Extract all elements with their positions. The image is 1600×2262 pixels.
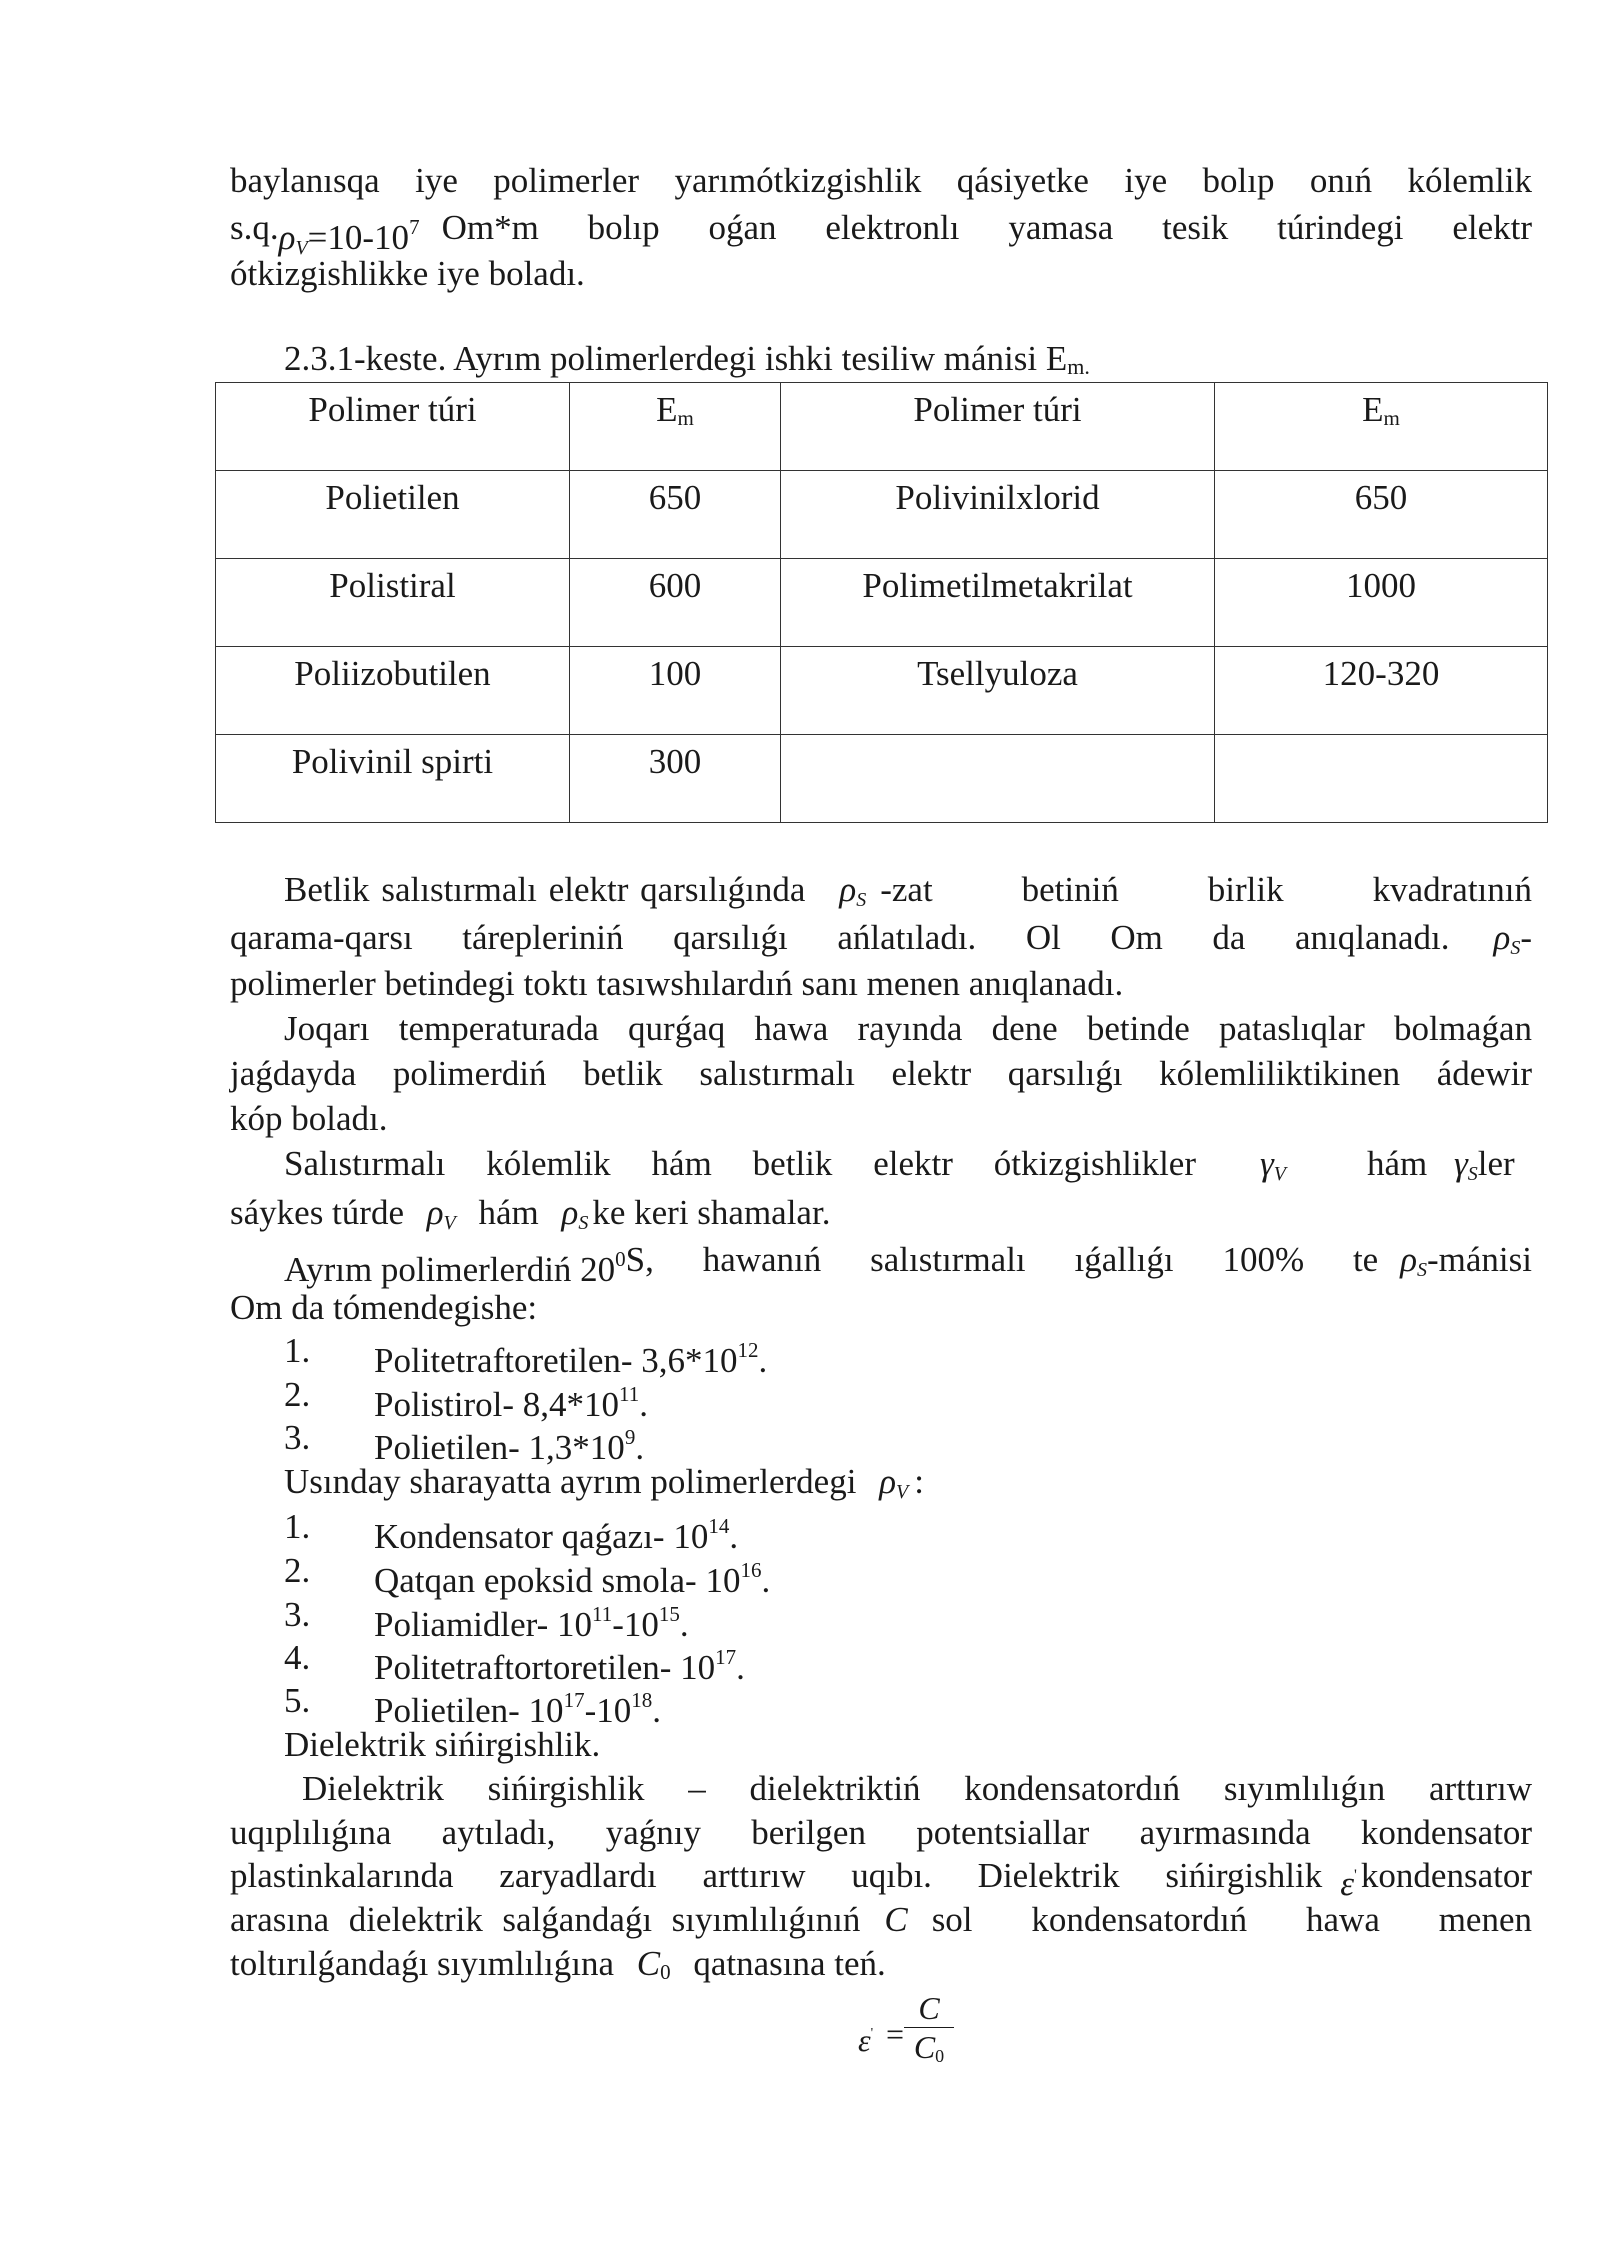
prime-mark: '	[870, 2026, 874, 2041]
exponent: 17	[715, 1645, 737, 1669]
table-cell	[1215, 735, 1548, 823]
period: .	[761, 1561, 771, 1600]
rho-symbol: ρ	[839, 870, 857, 909]
table-row	[216, 559, 1548, 647]
header-em-2	[1215, 383, 1547, 441]
range-dash: -10	[584, 1691, 632, 1730]
intro-exponent: 7	[409, 215, 420, 239]
rho-symbol: ρ	[1493, 918, 1511, 957]
para3-text-b: ke keri shamalar.	[592, 1193, 831, 1232]
para2-line-2: jaǵdayda polimerdiń betlik salıstırmalı elektr qarsılıǵı kólemliliktikinen ádewir	[230, 1054, 1532, 1093]
exponent: 17	[563, 1688, 585, 1712]
table-row	[216, 647, 1548, 735]
ham-word: hám	[1367, 1144, 1428, 1183]
cell-text: Poliizobutilen	[294, 654, 491, 693]
list-item-text: Kondensator qaǵazı- 10	[374, 1517, 709, 1556]
para1-text-line2: qarama-qarsı tárepleriniń qarsılıǵı ańlatıladı. Ol Om da anıqlanadı.	[230, 918, 1450, 957]
cell-text: Polivinil spirti	[291, 742, 494, 781]
rho-symbol: ρ	[879, 1462, 897, 1501]
table-cell	[216, 735, 570, 823]
fraction-bar	[904, 2027, 954, 2028]
para4-a: Ayrım polimerlerdiń 20	[284, 1250, 616, 1289]
rho-sub-s: S	[856, 889, 867, 911]
list-number: 3.	[284, 1418, 311, 1457]
para3-text-a: Salıstırmalı kólemlik hám betlik elektr ótkizgishlikler	[284, 1144, 1196, 1183]
table-cell	[216, 471, 570, 559]
para2-line-3: kóp boladı.	[230, 1099, 388, 1138]
rho-symbol: ρ	[278, 218, 296, 257]
intro-sq: s.q.	[230, 208, 279, 247]
caption-sub: m.	[1067, 354, 1090, 379]
list-item-text: Poliamidler- 10	[374, 1605, 593, 1644]
table-cell	[570, 735, 781, 823]
list-number: 1.	[284, 1331, 311, 1370]
cell-text: 650	[648, 478, 702, 517]
caption-text: 2.3.1-keste. Ayrım polimerlerdegi ishki tesiliw mánisi E	[284, 339, 1068, 378]
table-cell	[781, 647, 1215, 735]
ler-suffix: ler	[1477, 1144, 1515, 1183]
period: .	[729, 1517, 739, 1556]
header-cell	[570, 383, 781, 471]
list-item-text: Polistirol- 8,4*10	[374, 1385, 620, 1424]
epsilon-symbol: ε	[1340, 1864, 1355, 1903]
em-sub: m	[677, 406, 694, 430]
para5-line-4	[230, 1897, 1532, 1942]
period: .	[639, 1385, 649, 1424]
header-cell	[216, 383, 570, 471]
rho-v-symbol	[879, 1462, 908, 1501]
para5-text-4b: sol kondensatordıń hawa menen	[931, 1900, 1532, 1939]
exponent: 11	[619, 1382, 640, 1406]
header-polimer-turi-2: Polimer túri	[913, 390, 1082, 429]
list-item-text: Polietilen- 1,3*10	[374, 1428, 625, 1467]
exponent: 9	[624, 1425, 636, 1449]
em-base: E	[1362, 390, 1384, 429]
para5-text-5a: toltırılǵandaǵı sıyımlılıǵına	[230, 1944, 614, 1983]
fraction-numerator: C	[918, 1990, 940, 2026]
c0-sub: 0	[660, 1960, 671, 1984]
rho-symbol: ρ	[561, 1193, 579, 1232]
intro-line-1	[230, 158, 1532, 203]
exponent: 11	[592, 1602, 613, 1626]
list-item-text: Qatqan epoksid smola- 10	[374, 1561, 741, 1600]
gamma-s-symbol	[1454, 1141, 1515, 1197]
gamma-symbol: γ	[1454, 1144, 1468, 1183]
rho-sub-v: V	[896, 1481, 909, 1503]
range-dash: -10	[612, 1605, 659, 1644]
table-cell	[1215, 647, 1548, 735]
header-em	[570, 383, 780, 441]
capacitance-c0	[637, 1944, 671, 1983]
gamma-v-symbol	[1260, 1141, 1286, 1197]
period: .	[635, 1428, 645, 1467]
para5-text-3b: kondensator	[1360, 1856, 1532, 1895]
table-header-row	[216, 383, 1548, 471]
exponent: 15	[658, 1602, 680, 1626]
cell-text: Polietilen	[325, 478, 460, 517]
para5-text-5b: qatnasına teń.	[693, 1944, 886, 1983]
colon: :	[914, 1462, 924, 1501]
prime-mark: '	[1354, 1867, 1357, 1884]
intro-line-1-text: baylanısqa iye polimerler yarımótkizgishlik qásiyetke iye bolıp onıń kólemlik	[230, 161, 1532, 200]
formula-lhs	[858, 2014, 873, 2060]
table-cell	[781, 471, 1215, 559]
para5-line-2: uqıplılıǵına aytıladı, yaǵnıy berilgen potentsiallar ayırmasında kondensator	[230, 1813, 1532, 1852]
gamma-sub-v: V	[1273, 1163, 1287, 1185]
dash: -	[1520, 918, 1532, 957]
ham-word: hám	[478, 1193, 539, 1232]
epsilon-symbol: ε	[858, 2022, 871, 2058]
para1-text-a: Betlik salıstırmalı elektr qarsılıǵında	[284, 870, 806, 909]
header-cell	[781, 383, 1215, 471]
table-cell	[570, 647, 781, 735]
fraction-denominator	[904, 2029, 954, 2074]
cell-text: Polimetilmetakrilat	[862, 566, 1133, 605]
para1-line-3: polimerler betindegi toktı tasıwshılardıń sanı menen anıqlanadı.	[230, 964, 1124, 1003]
rho-sub-v: V	[443, 1212, 456, 1234]
table-cell	[216, 559, 570, 647]
table-cell	[570, 559, 781, 647]
gamma-sub-s: S	[1467, 1163, 1478, 1185]
rho-v-symbol	[427, 1193, 456, 1232]
den-base: C	[913, 2029, 936, 2065]
table-row	[216, 735, 1548, 823]
cell-text: 100	[648, 654, 702, 693]
equals-sign: =	[886, 2016, 905, 2052]
fraction	[904, 1990, 954, 2074]
table-cell	[1215, 559, 1548, 647]
list-item-text: Politetraftoretilen- 3,6*10	[374, 1341, 738, 1380]
cell-text: Polivinilxlorid	[895, 478, 1100, 517]
para5-line-1: Dielektrik sińirgishlik – dielektriktiń kondensatordıń sıyımlılıǵın arttırıw	[302, 1769, 1532, 1808]
gamma-symbol: γ	[1260, 1144, 1274, 1183]
rho-symbol: ρ	[426, 1193, 444, 1232]
degree-sup: 0	[615, 1247, 626, 1271]
em-base: E	[656, 390, 678, 429]
exponent: 16	[740, 1558, 762, 1582]
header-polimer-turi: Polimer túri	[308, 390, 477, 429]
cell-text: Polistiral	[329, 566, 456, 605]
rho-sub-v: V	[295, 237, 308, 259]
table-cell	[570, 471, 781, 559]
rho-s-symbol	[562, 1193, 589, 1232]
list-number: 4.	[284, 1638, 311, 1677]
em-sub: m	[1383, 406, 1400, 430]
cell-text	[781, 735, 1214, 739]
rho-sub-s: S	[1510, 937, 1521, 959]
list-number: 2.	[284, 1551, 311, 1590]
intro-line-3: ótkizgishlikke iye boladı.	[230, 254, 585, 293]
rho-symbol: ρ	[1400, 1240, 1418, 1279]
table-cell	[1215, 471, 1548, 559]
cell-text: 120-320	[1322, 654, 1440, 693]
period: .	[679, 1605, 689, 1644]
cell-text: 300	[648, 742, 702, 781]
cell-text: 650	[1354, 478, 1408, 517]
para5-text-4a: arasına dielektrik salǵandaǵı sıyımlılıǵınıń	[230, 1900, 861, 1939]
para1-text-b: -zat betiniń birlik kvadratınıń	[880, 870, 1532, 909]
table-cell	[781, 735, 1215, 823]
para4-b: S, hawanıń salıstırmalı ıǵallıǵı 100% te	[625, 1240, 1379, 1279]
para4-line-2: Om da tómendegishe:	[230, 1288, 538, 1327]
para5-text-3a: plastinkalarında zaryadlardı arttırıw uqıbı. Dielektrik sińirgishlik	[230, 1856, 1323, 1895]
c0-base: C	[636, 1944, 661, 1983]
cell-text: Tsellyuloza	[917, 654, 1078, 693]
capacitance-c: C	[884, 1900, 908, 1939]
para3-saykes: sáykes túrde	[230, 1193, 404, 1232]
exponent: 14	[708, 1514, 730, 1538]
list-number: 5.	[284, 1681, 311, 1720]
period: .	[758, 1341, 768, 1380]
header-cell	[1215, 383, 1548, 471]
cell-text: 1000	[1346, 566, 1416, 605]
exponent: 12	[737, 1338, 759, 1362]
list-item-text: Politetraftortoretilen- 10	[374, 1648, 716, 1687]
intro-line-2-rest: Om*m bolıp oǵan elektronlı yamasa tesik túrindegi elektr	[441, 208, 1532, 247]
table-row	[216, 471, 1548, 559]
usinday-text: Usınday sharayatta ayrım polimerlerdegi	[284, 1462, 857, 1501]
period: .	[736, 1648, 745, 1687]
list-item-text: Polietilen- 10	[374, 1691, 564, 1730]
table-cell	[216, 647, 570, 735]
period: .	[652, 1691, 661, 1730]
section-heading: Dielektrik sińirgishlik.	[284, 1725, 601, 1764]
table-cell	[781, 559, 1215, 647]
cell-text: 600	[648, 566, 702, 605]
cell-text	[1215, 735, 1547, 739]
list-number: 1.	[284, 1507, 311, 1546]
exponent: 18	[631, 1688, 653, 1712]
polymer-table	[215, 382, 1548, 823]
para5-line-5	[230, 1941, 1532, 1995]
rho-sub-s: S	[1417, 1259, 1428, 1281]
den-sub: 0	[935, 2046, 945, 2066]
list-number: 3.	[284, 1595, 311, 1634]
list-number: 2.	[284, 1375, 311, 1414]
rho-sub-s: S	[578, 1212, 589, 1234]
intro-range: =10-10	[307, 218, 410, 257]
para4-c: -mánisi	[1427, 1240, 1532, 1279]
para2-line-1: Joqarı temperaturada qurǵaq hawa rayında dene betinde pataslıqlar bolmaǵan	[284, 1009, 1532, 1048]
